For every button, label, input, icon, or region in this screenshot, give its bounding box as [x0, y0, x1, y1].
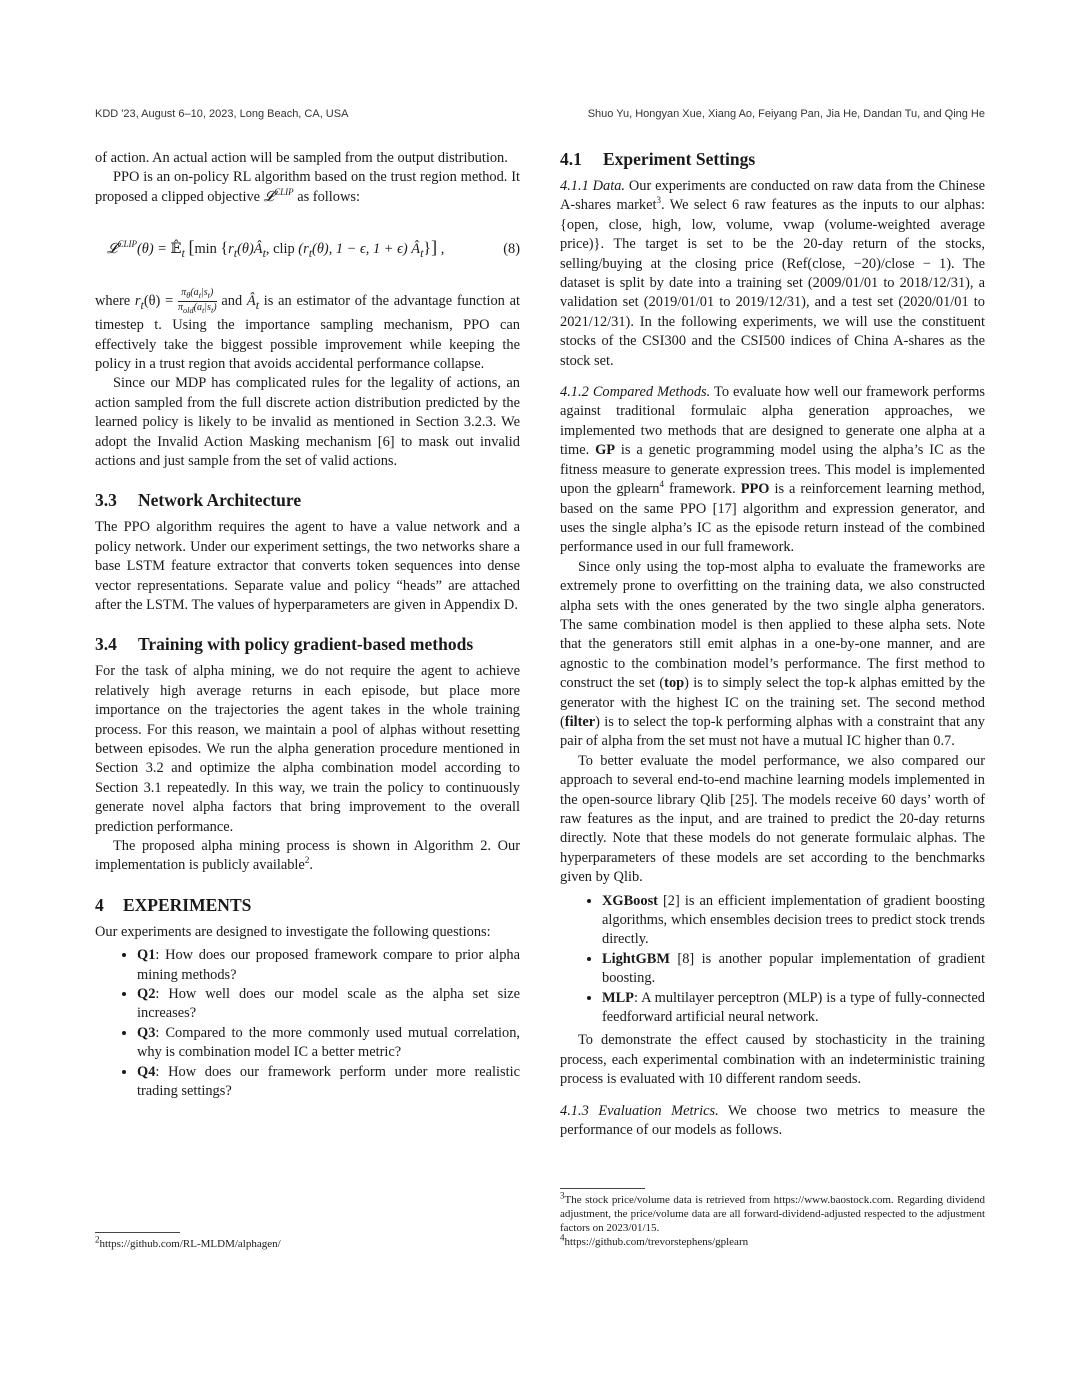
paragraph: To demonstrate the effect caused by stochasticity in the training process, each experimental combination with an indeterministic training process is evaluated with 10 different random seeds.	[560, 1032, 985, 1088]
right-column	[560, 132, 985, 1141]
paragraph: For the task of alpha mining, we do not require the agent to achieve relatively high average returns in each episode, but place more importance on the trajectories the agent takes in the whole training process. For this reason, we maintain a pool of alphas without resetting between episodes. We run the alpha generation procedure mentioned in Section 3.2 and optimize the alpha combination model according to Section 3.1 repeatedly. In this way, we train the policy to continuously generate novel alpha factors that bring improvement to the overall prediction performance.	[95, 663, 520, 835]
footnote-rule	[560, 1188, 645, 1189]
equation-number: (8)	[503, 240, 520, 257]
paragraph: PPO is an on-policy RL algorithm based on the trust region method. It proposed a clipped objective 𝓛$^{CLIP}$ as follows:	[95, 169, 520, 205]
ratio-fraction: $\frac{\pi_\theta(a_t|s_t)}{\pi_{old}(a_t|s_t)}$	[177, 287, 217, 316]
paragraph: The PPO algorithm requires the agent to have a value network and a policy network. Under our experiment settings, the two networks share a base LSTM feature extractor that converts token sequences into dense vector representations. Separate value and policy “heads” are attached after the LSTM. The values of hyperparameters are given in Appendix D.	[95, 519, 520, 613]
equation-8	[107, 237, 520, 261]
list-item: • Q4: How does our framework perform under more realistic trading settings?	[137, 1063, 520, 1102]
paragraph: The proposed alpha mining process is shown in Algorithm 2. Our implementation is publicly available$^2$.	[95, 838, 520, 874]
running-header-right: Shuo Yu, Hongyan Xue, Xiang Ao, Feiyang Pan, Jia He, Dandan Tu, and Qing He	[587, 108, 985, 120]
paragraph: Our experiments are designed to investigate the following questions:	[95, 923, 491, 940]
paragraph: 4.1.1 Data. Our experiments are conducted on raw data from the Chinese A-shares market$^3$. We select 6 raw features as the inputs to our alphas: {open, close, high, low, volume, vwap (volume-weighted average price)}. The target is set to be the 20-day return of the stocks, selling/buying at the closing price (Ref(close, −20)/close − 1). The dataset is split by date into a training set (2009/01/01 to 2018/12/31), a validation set (2019/01/01 to 2019/12/31), and a test set (2020/01/01 to 2021/12/31). In the following experiments, we will use the constituent stocks of the CSI300 and the CSI500 indices of China A-shares as the stock set.	[560, 178, 986, 369]
model-list	[560, 892, 985, 1028]
left-footnotes	[95, 1232, 520, 1251]
list-item: • XGBoost [2] is an efficient implementation of gradient boosting algorithms, which ensembles decision trees to predict stock trends directly.	[602, 892, 985, 950]
paragraph: where $r_t(\theta)$ = $\frac{\pi_\theta(a_t|s_t)}{\pi_{old}(a_t|s_t)}$ and $Â_t$ is an estimator of the advantage function at timestep t. Using the importance sampling mechanism, PPO can effectively take the biggest possible improvement while keeping the policy in a trust region that avoids accidental performance collapse.	[95, 287, 520, 372]
footnote-3: $^3$The stock price/volume data is retrieved from https://www.baostock.com. Regarding dividend adjustment, the price/volume data are all forward-dividend-adjusted respected to the adjustment factors on 2023/01/15.	[560, 1190, 985, 1234]
footnote-rule	[95, 1232, 180, 1233]
list-item: • LightGBM [8] is another popular implementation of gradient boosting.	[602, 950, 985, 989]
footnote-2: $^2$https://github.com/RL-MLDM/alphagen/	[95, 1234, 281, 1250]
footnote-4: $^4$https://github.com/trevorstephens/gplearn	[560, 1232, 749, 1248]
left-column	[95, 149, 520, 1106]
paragraph: Since our MDP has complicated rules for the legality of actions, an action sampled from the full discrete action distribution predicted by the learned policy is likely to be invalid as mentioned in Section 3.2.3. We adopt the Invalid Action Masking mechanism [6] to mask out invalid actions and just sample from the set of valid actions.	[95, 375, 520, 469]
paragraph: 4.1.3 Evaluation Metrics. We choose two metrics to measure the performance of our models as follows.	[560, 1102, 985, 1139]
paragraph: 4.1.2 Compared Methods. To evaluate how well our framework performs against traditional formulaic alpha generation approaches, we implemented two methods that are designed to generate one alpha at a time. GP is a genetic programming model using the alpha’s IC as the fitness measure to generate expression trees. This model is implemented upon the gplearn$^4$ framework. PPO is a reinforcement learning method, based on the same PPO [17] algorithm and expression generator, and uses the single alpha’s IC as the episode return instead of the combined performance used in our full framework.	[560, 384, 985, 556]
list-item: • Q1: How does our proposed framework compare to prior alpha mining methods?	[137, 946, 520, 985]
running-header-left: KDD '23, August 6–10, 2023, Long Beach, CA, USA	[95, 108, 349, 120]
paragraph: of action. An actual action will be sampled from the output distribution.	[95, 150, 508, 166]
list-item: • MLP: A multilayer perceptron (MLP) is a type of fully-connected feedforward artificial neural network.	[602, 989, 985, 1028]
list-item: • Q3: Compared to the more commonly used mutual correlation, why is combination model IC a better metric?	[137, 1024, 520, 1063]
section-heading-4: 4 EXPERIMENTS	[95, 894, 252, 915]
footnote-link[interactable]: https://github.com/trevorstephens/gplearn	[564, 1236, 749, 1248]
list-item: • Q2: How well does our model scale as the alpha set size increases?	[137, 985, 520, 1024]
equation-body: 𝓛$^{CLIP}$(θ) = $𝔼̂_t$ [min {$r_t(\theta)Â_t$, clip ($r_t(\theta)$, 1 − ϵ, 1 + ϵ) $Â_t$}] ,	[107, 237, 445, 261]
paragraph: Since only using the top-most alpha to evaluate the frameworks are extremely prone to overfitting on the training data, we also constructed alpha sets with the ones generated by the two single alpha generators. The same combination model is then applied to these alpha sets. Note that the generators still emit alphas in a one-by-one manner, and are agnostic to the combination model’s performance. The first method to construct the set (top) is to simply select the top-k alphas emitted by the generator with the highest IC on the training set. The second method (filter) is to select the top-k performing alphas with a constraint that any pair of alpha from the set must not have a mutual IC higher than 0.7.	[560, 558, 985, 750]
section-heading-3-4: 3.4 Training with policy gradient-based methods	[95, 634, 474, 655]
question-list	[95, 946, 520, 1101]
footnote-link[interactable]: https://github.com/RL-MLDM/alphagen/	[99, 1238, 281, 1250]
paragraph: To better evaluate the model performance, we also compared our approach to several end-to-end machine learning models implemented in the open-source library Qlib [25]. The models receive 60 days’ worth of raw features as the input, and are trained to predict the 20-day returns directly. Note that these models do not generate formulaic alphas. The hyperparameters of these models are set according to the benchmarks given by Qlib.	[560, 752, 985, 886]
right-footnotes	[560, 1188, 985, 1249]
section-heading-4-1: 4.1 Experiment Settings	[560, 149, 756, 169]
section-heading-3-3: 3.3 Network Architecture	[95, 490, 302, 511]
